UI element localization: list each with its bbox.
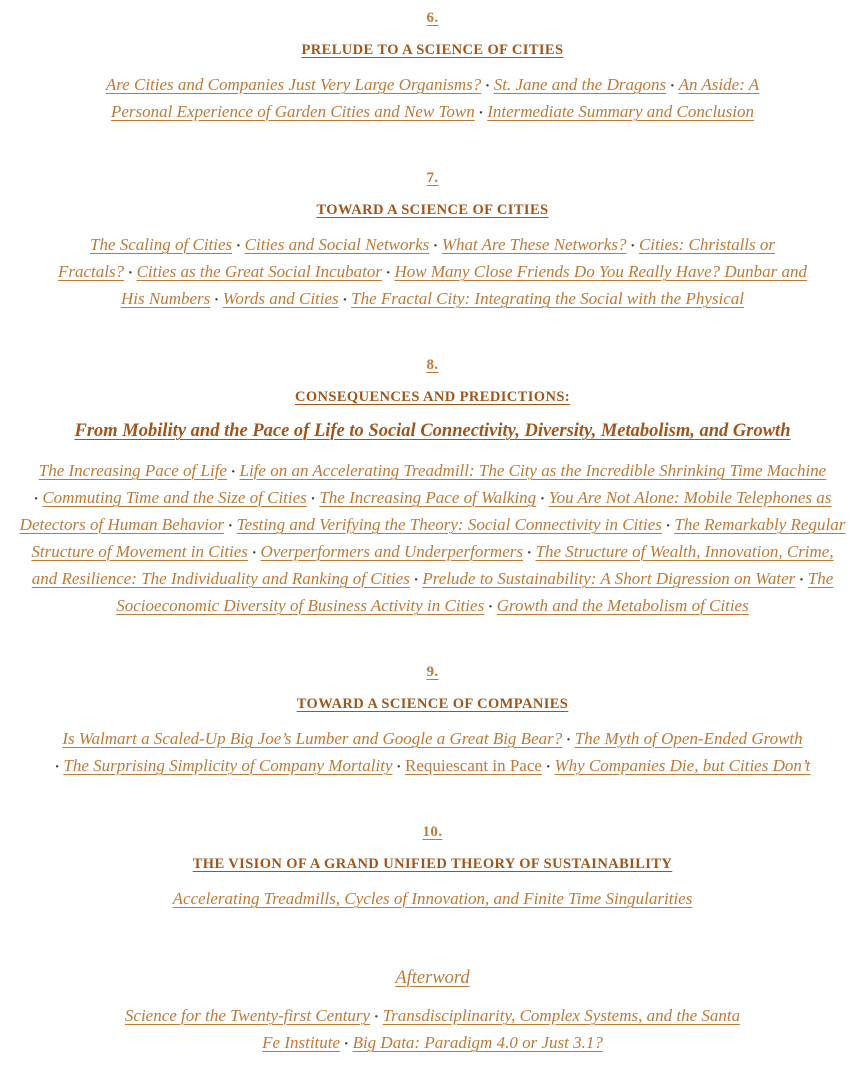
toc-entry-link[interactable]: Commuting Time and the Size of Cities [42, 488, 307, 507]
chapter-number [0, 824, 865, 841]
chapter-subsection-links [0, 886, 865, 912]
toc-entry-link[interactable]: Overperformers and Underperformers [260, 542, 523, 561]
toc-entry-link[interactable]: Intermediate Summary and Conclusion [487, 102, 755, 121]
bullet-separator: · [661, 518, 675, 534]
chapter-number [0, 664, 865, 681]
chapter-title [0, 856, 865, 873]
toc-entry-link[interactable]: Are Cities and Companies Just Very Large Organisms? [105, 75, 482, 94]
toc-entry-link[interactable]: Cities and Social Networks [244, 235, 430, 254]
chapter-title [0, 389, 865, 406]
toc-entry-link[interactable]: Big Data: Paradigm 4.0 or Just 3.1? [352, 1033, 603, 1052]
bullet-separator: · [626, 238, 639, 254]
bullet-separator: · [54, 759, 64, 775]
bullet-separator: · [474, 105, 488, 121]
toc-entry-link[interactable]: Growth and the Metabolism of Cities [496, 596, 749, 615]
bullet-separator: · [247, 545, 261, 561]
bullet-separator: · [33, 491, 43, 507]
bullet-separator: · [392, 759, 406, 775]
toc-entry-link[interactable]: The Fractal City: Integrating the Social with the Physical [351, 289, 744, 308]
toc-entry-link[interactable]: The Increasing Pace of Life [38, 461, 227, 480]
bullet-separator: · [306, 491, 320, 507]
toc-entry-link[interactable]: Prelude to Sustainability: A Short Digression on Water [422, 569, 796, 588]
toc-entry-link[interactable]: The Socioeconomic Diversity of Business Activity in Cities [116, 569, 834, 615]
bullet-separator: · [340, 1036, 353, 1052]
chapter-subtitle-link[interactable]: From Mobility and the Pace of Life to Social Connectivity, Diversity, Metabolism, and Growth [74, 421, 791, 441]
toc-entry-link[interactable]: Is Walmart a Scaled-Up Big Joe’s Lumber and Google a Great Big Bear? [62, 729, 563, 748]
toc-entry-link[interactable]: How Many Close Friends Do You Really Have? Dunbar and His Numbers [121, 262, 808, 308]
chapter-number [0, 170, 865, 187]
chapter-section-7 [0, 170, 865, 313]
bullet-separator: · [429, 238, 442, 254]
chapter-title-link[interactable]: TOWARD A SCIENCE OF COMPANIES [296, 696, 569, 712]
toc-entry-link[interactable]: The Increasing Pace of Walking [319, 488, 537, 507]
toc-entry-link[interactable]: Cities: Christalls or Fractals? [57, 235, 775, 281]
bullet-separator: · [541, 759, 555, 775]
afterword-title [0, 968, 865, 989]
toc-entry-link[interactable]: Words and Cities [222, 289, 339, 308]
bullet-separator: · [536, 491, 549, 507]
chapter-number-link[interactable]: 9. [426, 664, 439, 680]
toc-entry-link[interactable]: Accelerating Treadmills, Cycles of Innovation, and Finite Time Singularities [172, 889, 693, 908]
chapter-title [0, 202, 865, 219]
toc-entry-link[interactable]: Transdisciplinarity, Complex Systems, and the Santa Fe Institute [262, 1006, 741, 1052]
toc-entry-link[interactable]: The Scaling of Cities [90, 235, 233, 254]
chapter-section-9 [0, 664, 865, 780]
afterword-section [0, 968, 865, 1057]
chapter-section-8 [0, 357, 865, 620]
chapter-section-10 [0, 824, 865, 912]
bullet-separator: · [124, 265, 137, 281]
bullet-separator: · [338, 292, 352, 308]
bullet-separator: · [210, 292, 223, 308]
chapter-title [0, 42, 865, 59]
chapter-title-link[interactable]: CONSEQUENCES AND PREDICTIONS: [294, 389, 571, 405]
chapter-subsection-links [58, 232, 808, 313]
chapter-number-link[interactable]: 8. [426, 357, 439, 373]
toc-entry-link[interactable]: Life on an Accelerating Treadmill: The City as the Incredible Shrinking Time Machine [239, 461, 827, 480]
chapter-section-6 [0, 10, 865, 126]
bullet-separator: · [226, 464, 240, 480]
bullet-separator: · [484, 599, 497, 615]
bullet-separator: · [232, 238, 245, 254]
bullet-separator: · [409, 572, 423, 588]
chapter-number [0, 10, 865, 27]
toc-entry-link[interactable]: The Myth of Open-Ended Growth [574, 729, 803, 748]
bullet-separator: · [795, 572, 808, 588]
bullet-separator: · [224, 518, 237, 534]
toc-entry-link[interactable]: The Surprising Simplicity of Company Mortality [63, 756, 393, 775]
chapter-subsection-links [88, 72, 778, 126]
toc-entry-link[interactable]: Requiescant in Pace [405, 756, 542, 775]
toc-entry-link[interactable]: An Aside: A Personal Experience of Garden Cities and New Town [110, 75, 760, 121]
toc-entry-link[interactable]: Cities as the Great Social Incubator [136, 262, 382, 281]
bullet-separator: · [666, 78, 679, 94]
afterword-subsection-links [123, 1003, 743, 1057]
toc-entry-link[interactable]: The Structure of Wealth, Innovation, Crime, and Resilience: The Individuality and Ranking of Cities [31, 542, 834, 588]
chapter-number-link[interactable]: 10. [422, 824, 443, 840]
toc-entry-link[interactable]: What Are These Networks? [441, 235, 627, 254]
toc-entry-link[interactable]: St. Jane and the Dragons [493, 75, 667, 94]
toc-entry-link[interactable]: You Are Not Alone: Mobile Telephones as Detectors of Human Behavior [19, 488, 832, 534]
toc-entry-link[interactable]: Testing and Verifying the Theory: Social Connectivity in Cities [236, 515, 662, 534]
chapter-number [0, 357, 865, 374]
toc-entry-link[interactable]: Why Companies Die, but Cities Don’t [554, 756, 811, 775]
bullet-separator: · [381, 265, 395, 281]
toc-entry-link[interactable]: The Remarkably Regular Structure of Movement in Cities [31, 515, 846, 561]
bullet-separator: · [481, 78, 494, 94]
chapter-subsection-links [18, 458, 848, 620]
chapter-number-link[interactable]: 6. [426, 10, 439, 26]
toc-entry-link[interactable]: Science for the Twenty-first Century [124, 1006, 371, 1025]
afterword-title-link[interactable]: Afterword [395, 968, 470, 988]
bullet-separator: · [522, 545, 536, 561]
chapter-title-link[interactable]: TOWARD A SCIENCE OF CITIES [316, 202, 549, 218]
chapter-subtitle [0, 419, 865, 443]
chapter-title-link[interactable]: PRELUDE TO A SCIENCE OF CITIES [301, 42, 564, 58]
chapter-subsection-links [53, 726, 813, 780]
bullet-separator: · [562, 732, 575, 748]
bullet-separator: · [370, 1009, 383, 1025]
chapter-number-link[interactable]: 7. [426, 170, 439, 186]
chapter-title-link[interactable]: THE VISION OF A GRAND UNIFIED THEORY OF SUSTAINABILITY [192, 856, 673, 872]
chapter-title [0, 696, 865, 713]
